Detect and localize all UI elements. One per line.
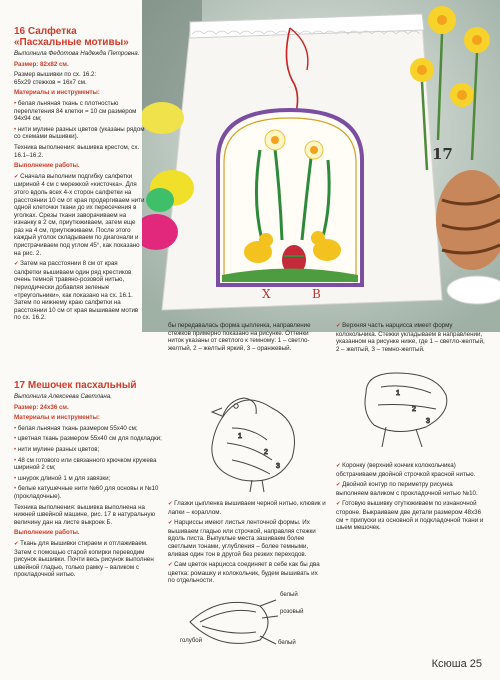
middle-column-lower (168, 500, 326, 585)
embroidery-size-dims: 65х29 стежков = 16х7 см. (14, 78, 87, 86)
item16-section (14, 26, 146, 325)
svg-text:В: В (312, 287, 321, 301)
item17-author: Выполнила Алексеева Светлана. (14, 393, 112, 400)
right-text-2: ✔ Коронку (верхний кончик колокольчика) обстрачиваем двойной строчкой красной нитью. (336, 462, 486, 478)
svg-text:3: 3 (276, 463, 280, 470)
easter-bag-photo (142, 0, 500, 332)
item17-material-5: • шнурок длиной 1 м для завязки; (14, 475, 164, 483)
svg-text:Х: Х (262, 287, 271, 301)
svg-text:3: 3 (426, 418, 430, 425)
middle-text-3: ✔ Нарциссы имеют листья ленточной формы. Их вышиваем гладью или строчкой, направляя стежки вдоль листа. Выпуклые места зашиваем более светлыми тонами, углубления – более темными, вливая один тон в другой без резких переходов. (168, 519, 326, 558)
middle-text-4: ✔ Сам цветок нарцисса соединяет в себе как бы два цветка: ромашку и колокольчик, будем вышивать их по отдельности. (168, 561, 326, 585)
middle-text-2: ✔ Глазки цыпленка вышиваем черной нитью, клювик и лапки – кораллом. (168, 500, 326, 516)
daffodil-cup-svg (356, 365, 456, 453)
chick-diagram (172, 368, 322, 496)
item16-technique: Техника выполнения: вышивка крестом, сх. 16.1–16.2. (14, 143, 140, 159)
embroidery-size-label: Размер вышивки по сх. 16.2: (14, 71, 97, 79)
item17-number: 17 (14, 380, 26, 391)
item17-work-text: ✔ Ткань для вышивки стираем и отглаживаем. Затем с помощью старой копирки переводим рисунок вышивки. Почти весь рисунок выполнен швейной гладью, только рамку – валиком с прокладочной нитью. (14, 540, 164, 579)
petal-outline-svg (180, 592, 320, 654)
item17-material-6: • белые катушечные нити №60 для основы и №10 (прокладочные). (14, 485, 164, 500)
petal-label-white-bottom: белый (278, 640, 296, 646)
middle-text-1: бы передавалась форма цыпленка, направление стежков примерно показано на рисунке. Оттенки ниток указаны от светлого к темному: 1 – светло-желтый, 2 – желтый яркий, 3 – оранжевый. (168, 322, 311, 352)
item16-work-heading: Выполнение работы. (14, 162, 80, 170)
svg-text:1: 1 (238, 433, 242, 440)
item17-size: Размер: 24х36 см. (14, 403, 69, 411)
item16-number: 16 (14, 26, 26, 37)
right-column-lower (336, 462, 486, 532)
item17-materials-heading: Материалы и инструменты: (14, 414, 100, 422)
item16-size: Размер: 82х82 см. (14, 60, 69, 68)
right-column (336, 322, 486, 353)
petal-diagram (180, 592, 320, 654)
item16-title (14, 26, 146, 48)
item16-title-line2: «Пасхальные мотивы» (14, 37, 129, 48)
item16-materials-heading: Материалы и инструменты: (14, 89, 100, 97)
item16-material-1: • белая льняная ткань с плотностью переплетения 84 клетки = 10 см размером 94х94 см; (14, 100, 146, 123)
item16-embroidery-size (14, 71, 146, 86)
middle-column (168, 322, 326, 356)
item17-technique: Техника выполнения: вышивка выполнена на нижней швейной машине, рис. 17 в натуральную величину дан на листе выкроек Б. (14, 503, 156, 526)
daffodil-cup-diagram (356, 365, 456, 453)
chick-outline-svg (172, 368, 322, 496)
item17-material-3: • нити мулине разных цветов; (14, 446, 164, 454)
right-text-4: ✔ Готовую вышивку отутюживаем по изнаночной стороне. Выкраиваем две детали размером 48х36 см + припуски из основной и подкладочной ткани и шьем мешочек. (336, 500, 486, 531)
item16-work-text: ✔ Сначала выполним подгибку салфетки шириной 4 см с мережкой «кисточка». Для этого вдоль всех 4-х сторон салфетки на расстоянии 10 см от края продергиваем нити одной клеточки ткани до их пересечения в уголках. Срезы ткани заворачиваем на изнанку в 2 см, приутюживаем, затем еще раз на 4 см, приутюживаем. После этого каждый уголок складываем по диагонали и пристрачиваем под углом 45°, как показано на рис. 2. (14, 173, 146, 258)
page-footer: Ксюша 25 (431, 658, 482, 670)
item16-title-line1: Салфетка (27, 26, 77, 37)
svg-text:1: 1 (396, 390, 400, 397)
item17-material-1: • белая льняная ткань размером 55х40 см; (14, 425, 164, 433)
item16-author: Выполнила Федотова Надежда Петровна. (14, 50, 140, 57)
right-text-1: ✔ Верхняя часть нарцисса имеет форму колокольчика. Стежки укладываем в направлении, указанном на рисунке ниже, где 1 – светло-желтый, 2 – желтый, 3 – темно-желтый. (336, 322, 486, 353)
item16-material-2: • нити мулине разных цветов (указаны рядом со схемами вышивки). (14, 126, 146, 141)
photo-illustration (142, 0, 500, 332)
right-text-3: ✔ Двойной контур по периметру рисунка выполняем валиком с прокладочной нитью №10. (336, 481, 486, 497)
item17-section (14, 380, 164, 582)
item17-title (14, 380, 164, 391)
svg-text:2: 2 (412, 406, 416, 413)
item17-material-2: • цветная ткань размером 55х40 см для подкладки; (14, 435, 164, 443)
svg-text:2: 2 (264, 449, 268, 456)
item16-work-text-2: ✔ Затем на расстоянии 8 см от края салфетки вышиваем один ряд крестиков очень темной травяно-розовой нитью, периодически добавляя зеленые «треугольники», как показано на сх. 16.1. Затем по нижнему краю салфетки на расстоянии 10 см от края вышиваем мотив по сх. 16.2. (14, 260, 146, 322)
photo-step-number: 17 (432, 145, 453, 163)
item17-material-4: • 48 см готового или связанного крючком кружева шириной 2 см; (14, 457, 164, 472)
petal-label-white-top: белый (280, 592, 298, 598)
item17-work-heading: Выполнение работы. (14, 529, 80, 537)
petal-label-pink: розовый (280, 609, 304, 615)
petal-label-blue: голубой (180, 638, 202, 644)
item17-title-text: Мешочек пасхальный (27, 380, 137, 391)
